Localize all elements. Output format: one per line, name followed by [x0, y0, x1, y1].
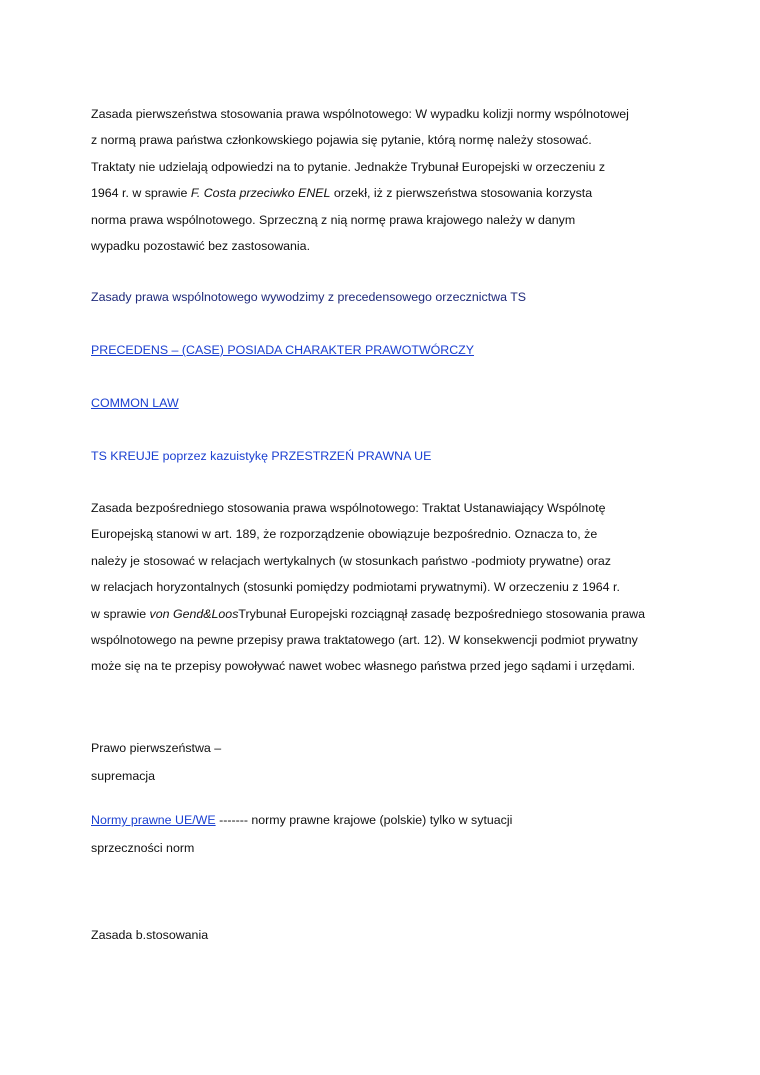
heading-precedent-jurisprudence: Zasady prawa wspólnotowego wywodzimy z precedensowego orzecznictwa TS	[91, 290, 527, 304]
zasada-b-stosowania: Zasada b.stosowania	[91, 928, 209, 942]
link-common-law[interactable]: COMMON LAW	[91, 396, 179, 410]
primacy-line-2: z normą prawa państwa członkowskiego pojawia się pytanie, którą normę należy stosować.	[91, 133, 592, 148]
norms-note	[91, 806, 671, 862]
direct-line-1: Zasada bezpośredniego stosowania prawa wspólnotowego: Traktat Ustanawiający Wspólnotę	[91, 501, 606, 515]
link-precedens[interactable]: PRECEDENS – (CASE) POSIADA CHARAKTER PRAWOTWÓRCZY	[91, 343, 475, 357]
primacy-note-line-1: Prawo pierwszeństwa –	[91, 741, 222, 755]
norms-note-line-1	[91, 806, 671, 834]
direct-line-5	[91, 601, 671, 627]
norms-note-rest: ------- normy prawne krajowe (polskie) tylko w sytuacji	[215, 813, 513, 827]
case-name-costa-enel: F. Costa przeciwko ENEL	[190, 186, 331, 201]
direct-line-6: wspólnotowego na pewne przepisy prawa traktatowego (art. 12). W konsekwencji podmiot prywatny	[91, 633, 638, 648]
common-law-row	[91, 390, 671, 416]
primacy-note-line-2: supremacja	[91, 769, 156, 783]
primacy-line-3: Traktaty nie udzielają odpowiedzi na to pytanie. Jednakże Trybunał Europejski w orzeczeniu z	[91, 159, 606, 174]
direct-line-5-start: w sprawie	[91, 606, 150, 621]
ts-kreuje-text: TS KREUJE poprzez kazuistykę PRZESTRZEŃ PRAWNA UE	[91, 449, 432, 463]
precedens-row	[91, 337, 671, 363]
direct-line-7: może się na te przepisy powoływać nawet wobec własnego państwa przed jego sądami i urzędami.	[91, 659, 636, 674]
primacy-line-4	[91, 180, 671, 206]
norms-note-line-2: sprzeczności norm	[91, 841, 195, 855]
paragraph-direct-application	[91, 495, 671, 680]
link-normy-prawne-ue-we[interactable]: Normy prawne UE/WE	[91, 813, 216, 827]
primacy-note	[91, 734, 671, 790]
primacy-line-1: Zasada pierwszeństwa stosowania prawa wspólnotowego: W wypadku kolizji normy wspólnotowej	[91, 107, 629, 121]
primacy-line-4-start: 1964 r. w sprawie	[91, 186, 191, 201]
direct-line-5-end: Trybunał Europejski rozciągnął zasadę bezpośredniego stosowania prawa	[238, 606, 646, 621]
paragraph-primacy	[91, 101, 671, 259]
primacy-line-5: norma prawa wspólnotowego. Sprzeczną z nią normę prawa krajowego należy w danym	[91, 212, 576, 227]
direct-line-3: należy je stosować w relacjach wertykalnych (w stosunkach państwo -podmioty prywatne) oraz	[91, 553, 611, 568]
direct-line-2: Europejską stanowi w art. 189, że rozporządzenie obowiązuje bezpośrednio. Oznacza to, że	[91, 527, 598, 542]
primacy-line-4-end: orzekł, iż z pierwszeństwa stosowania korzysta	[330, 186, 593, 201]
primacy-line-6: wypadku pozostawić bez zastosowania.	[91, 239, 311, 254]
direct-line-4: w relacjach horyzontalnych (stosunki pomiędzy podmiotami prywatnymi). W orzeczeniu z 1964 r.	[91, 580, 620, 595]
case-name-van-gend-loos: von Gend&Loos	[149, 606, 239, 621]
